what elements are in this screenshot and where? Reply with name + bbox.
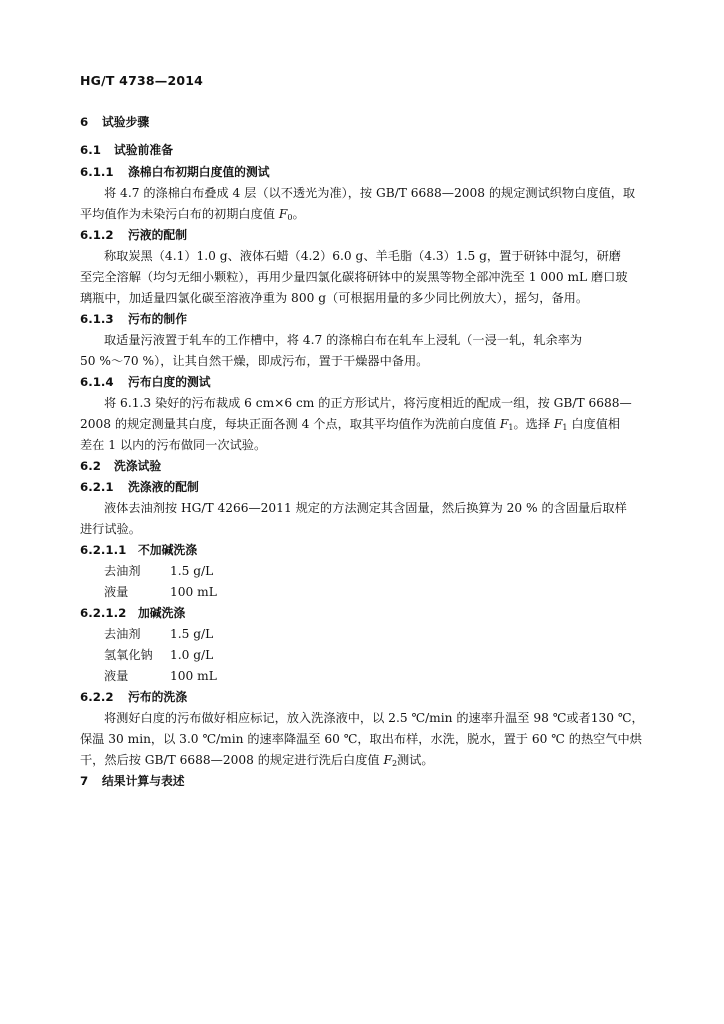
text-run: 。	[292, 207, 305, 221]
symbol-F: F	[383, 753, 392, 767]
paragraph-line: 称取炭黑（4.1）1.0 g、液体石蜡（4.2）6.0 g、羊毛脂（4.3）1.5 g，置于研钵中混匀，研磨	[104, 249, 621, 263]
section-number: 7	[80, 774, 89, 788]
recipe-ingredient: 去油剂	[104, 564, 141, 578]
subscript: 1	[508, 423, 514, 432]
section-number: 6.2	[80, 459, 101, 473]
section-title: 不加碱洗涤	[138, 543, 197, 557]
text-run: 测试。	[397, 753, 434, 767]
section-number: 6.2.2	[80, 690, 114, 704]
subscript: 2	[391, 759, 398, 768]
section-number: 6	[80, 115, 89, 129]
recipe-amount: 1.5 g/L	[170, 564, 214, 578]
section-7-heading	[80, 773, 185, 789]
section-title: 结果计算与表述	[102, 774, 185, 788]
symbol-F: F	[553, 417, 563, 431]
subscript: 0	[287, 213, 293, 222]
text-run: 平均值作为未染污白布的初期白度值	[80, 207, 279, 221]
section-6-1-4-heading	[80, 374, 211, 390]
section-title: 污布的制作	[128, 312, 187, 326]
section-title: 加碱洗涤	[138, 606, 186, 620]
section-number: 6.1.1	[80, 165, 114, 179]
recipe-row	[104, 647, 213, 663]
recipe-amount: 1.5 g/L	[170, 627, 214, 641]
paragraph-line: 进行试验。	[80, 522, 141, 536]
section-6-2-heading	[80, 458, 161, 474]
recipe-row	[104, 563, 213, 579]
paragraph-line: 液体去油剂按 HG/T 4266—2011 规定的方法测定其含固量，然后换算为 20 % 的含固量后取样	[104, 501, 627, 515]
text-run: 。选择	[513, 417, 554, 431]
recipe-ingredient: 去油剂	[104, 627, 141, 641]
paragraph-line: 将 6.1.3 染好的污布裁成 6 cm×6 cm 的正方形试片，将污度相近的配成一组，按 GB/T 6688—	[104, 396, 632, 410]
section-title: 试验步骤	[102, 115, 150, 129]
section-number: 6.2.1.1	[80, 543, 127, 557]
section-6-2-1-2-heading	[80, 605, 185, 621]
section-6-2-1-heading	[80, 479, 199, 495]
paragraph-line: 璃瓶中，加适量四氯化碳至溶液净重为 800 g（可根据用量的多少同比例放大），摇匀，备用。	[80, 291, 589, 305]
recipe-row	[104, 584, 217, 600]
section-6-1-1-heading	[80, 164, 270, 180]
paragraph-line: 将测好白度的污布做好相应标记，放入洗涤液中，以 2.5 ℃/min 的速率升温至 98 ℃或者130 ℃，	[104, 711, 644, 725]
paragraph-line: 保温 30 min，以 3.0 ℃/min 的速率降温至 60 ℃，取出布样，水洗，脱水，置于 60 ℃ 的热空气中烘	[80, 732, 642, 746]
paragraph-line	[80, 752, 434, 772]
recipe-ingredient: 氢氧化钠	[104, 648, 153, 662]
text-run: 白度值相	[567, 417, 621, 431]
paragraph-line: 差在 1 以内的污布做同一次试验。	[80, 438, 267, 452]
symbol-F: F	[278, 207, 288, 221]
section-title: 试验前准备	[114, 143, 173, 157]
section-title: 洗涤液的配制	[128, 480, 199, 494]
recipe-ingredient: 液量	[104, 585, 129, 599]
recipe-ingredient: 液量	[104, 669, 129, 683]
paragraph-line: 至完全溶解（均匀无细小颗粒），再用少量四氯化碳将研钵中的炭黑等物全部冲洗至 1 000 mL 磨口玻	[80, 270, 628, 284]
subscript: 1	[562, 423, 568, 432]
standard-code-header: HG/T 4738—2014	[80, 73, 204, 88]
text-run: 干，然后按 GB/T 6688—2008 的规定进行洗后白度值	[80, 753, 384, 767]
section-title: 污液的配制	[128, 228, 187, 242]
paragraph-line: 将 4.7 的涤棉白布叠成 4 层（以不透光为准），按 GB/T 6688—2008 的规定测试织物白度值，取	[104, 186, 636, 200]
section-6-1-heading	[80, 142, 173, 158]
section-number: 6.1.4	[80, 375, 114, 389]
paragraph-line	[80, 416, 620, 436]
section-6-2-1-1-heading	[80, 542, 197, 558]
paragraph-line: 取适量污液置于轧车的工作槽中，将 4.7 的涤棉白布在轧车上浸轧（一浸一轧，轧余率为	[104, 333, 583, 347]
recipe-row	[104, 668, 217, 684]
text-run: 2008 的规定测量其白度，每块正面各测 4 个点，取其平均值作为洗前白度值	[80, 417, 500, 431]
paragraph-line: 50 %～70 %），让其自然干燥，即成污布，置于干燥器中备用。	[80, 354, 429, 368]
section-6-2-2-heading	[80, 689, 187, 705]
section-title: 洗涤试验	[114, 459, 162, 473]
paragraph-line	[80, 206, 305, 226]
section-number: 6.2.1	[80, 480, 114, 494]
section-number: 6.2.1.2	[80, 606, 127, 620]
section-title: 污布白度的测试	[128, 375, 211, 389]
section-title: 污布的洗涤	[128, 690, 187, 704]
section-number: 6.1	[80, 143, 101, 157]
recipe-amount: 100 mL	[170, 585, 217, 599]
symbol-F: F	[499, 417, 509, 431]
section-number: 6.1.3	[80, 312, 114, 326]
section-6-heading	[80, 114, 149, 130]
recipe-row	[104, 626, 213, 642]
recipe-amount: 1.0 g/L	[170, 648, 214, 662]
section-number: 6.1.2	[80, 228, 114, 242]
section-6-1-2-heading	[80, 227, 187, 243]
section-title: 涤棉白布初期白度值的测试	[128, 165, 270, 179]
section-6-1-3-heading	[80, 311, 187, 327]
recipe-amount: 100 mL	[170, 669, 217, 683]
